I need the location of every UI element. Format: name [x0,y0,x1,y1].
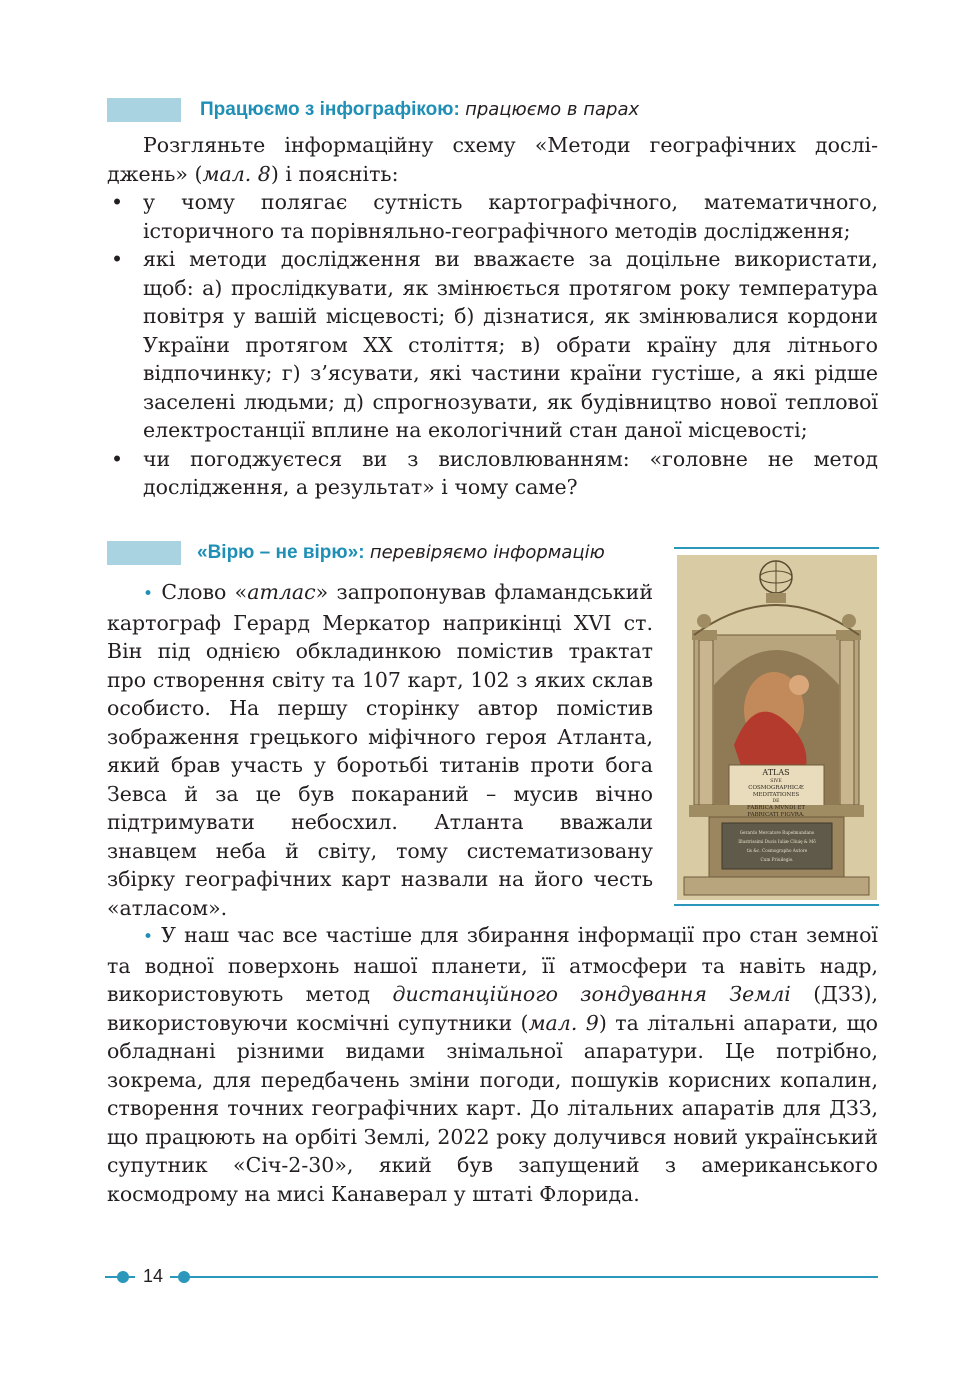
plaque-line: Illustrissimi Ducis Iuliæ Cliuię & Mõ [738,839,816,844]
atlas-title-line: SIVE [770,779,782,784]
figure-ref-8: мал. 8 [202,161,271,186]
atlas-illustration [674,545,879,907]
question-list [107,188,878,502]
plaque-line: Cum Priuilegio. [760,857,794,862]
footer-left-ornament [105,1268,145,1286]
list-item: • у чому полягає сутність картографічного, математичного, історичного та порівняльно-географічного методів дослідження; [107,188,878,245]
atlas-title-line: ATLAS [762,768,790,777]
atlas-title-line: MEDITATIONES [752,792,800,798]
term-atlas: атлас [247,580,316,604]
section-1-body [107,131,878,502]
atlas-frontispiece-image [674,545,879,907]
intro-text: Розгляньте інформаційну схему «Методи географічних дослі-джень» ( [107,133,878,186]
atlas-paragraph-text [107,578,653,922]
plaque-line: Gerardo Mercatore Rupelmundano [739,830,815,835]
atlas-title-line: DE [772,799,780,804]
atlas-paragraph [107,578,653,922]
bullet-dot: • [143,927,154,947]
heading-2-italic: перевіряємо інформацію [369,542,605,563]
section-heading-2 [197,542,605,564]
page-number: 14 [143,1266,164,1286]
term-remote-sensing: дистанційного зондування Землі [392,982,791,1006]
section-heading-1 [200,99,639,121]
heading-1-italic: працюємо в парах [465,99,640,120]
atlas-title-line: FABRICATI FIGVRA. [747,812,805,818]
heading-2-bold: «Вірю – не вірю»: [197,542,365,563]
heading-1-bold: Працюємо з інфографікою: [200,99,460,120]
p1-text-a: Слово « [161,580,248,604]
intro-paragraph [107,131,878,188]
list-item: • чи погоджуєтеся ви з висловлюванням: «головне не метод дослідження, а результат» і чому саме? [107,445,878,502]
p2-text-c: ) та літальні апарати, що обладнані різними видами знімальної апаратури. Це потрібно, зокрема, для передбачень зміни погоди, пошуків корисних копалин, створення точних географічних карт. До літальних апаратів для ДЗЗ, що працюють на орбіті Землі, 2022 року долучився новий український супутник «Січ-2-30», який був запущений з американського космодрому на мисі Канаверал у штаті Флорида. [107,1010,878,1206]
remote-sensing-paragraph [107,921,878,1208]
footer-right-ornament [170,1268,194,1286]
atlas-title-line: COSMOGRAPHICÆ [748,785,804,791]
section-bar-1 [107,98,181,122]
figure-ref-9: мал. 9 [528,1010,599,1035]
p2-text-b: (ДЗЗ), використовуючи космічні супутники ( [107,982,878,1035]
p2-text-a: У наш час все частіше для збирання інформації про стан земної та водної поверхонь нашої планети, її атмосфери та навіть надр, використовують метод [107,923,878,1006]
atlas-title-line: FABRICA MVNDI ET [746,805,806,811]
footer-rule [192,1276,878,1278]
plaque-line: tis &c. Cosmographo Autore [746,848,808,853]
remote-sensing-text [107,921,878,1208]
bullet-dot: • [143,584,154,604]
p1-text-b: » запропонував фламандський картограф Герард Меркатор наприкінці XVI ст. Він під однією обкладинкою помістив трактат про створення світу та 107 карт, 102 з яких склав особисто. На першу сторінку автор помістив зображення грецького міфічного героя Атланта, який брав участь у боротьбі титанів проти бога Зевса й за це був покараний – мусив вічно підтримувати небосхил. Атланта вважали знавцем неба й світу, тому систематизовану збірку географічних карт назвали на його честь «атласом». [107,580,653,920]
list-item: • які методи дослідження ви вважаєте за доцільне використати, щоб: а) прослідкувати, як змінюється протягом року температура повітря у вашій місцевості; б) дізнатися, як змінювалися кордони України протягом XX століття; в) обрати країну для літнього відпочинку; г) з’ясувати, які частини країни густіше, а які рідше заселені людьми; д) спрогнозувати, як будівництво нової теплової електростанції вплине на екологічний стан даної місцевості; [107,245,878,445]
section-bar-2 [107,541,181,565]
intro-text-end: ) і поясніть: [270,161,399,186]
